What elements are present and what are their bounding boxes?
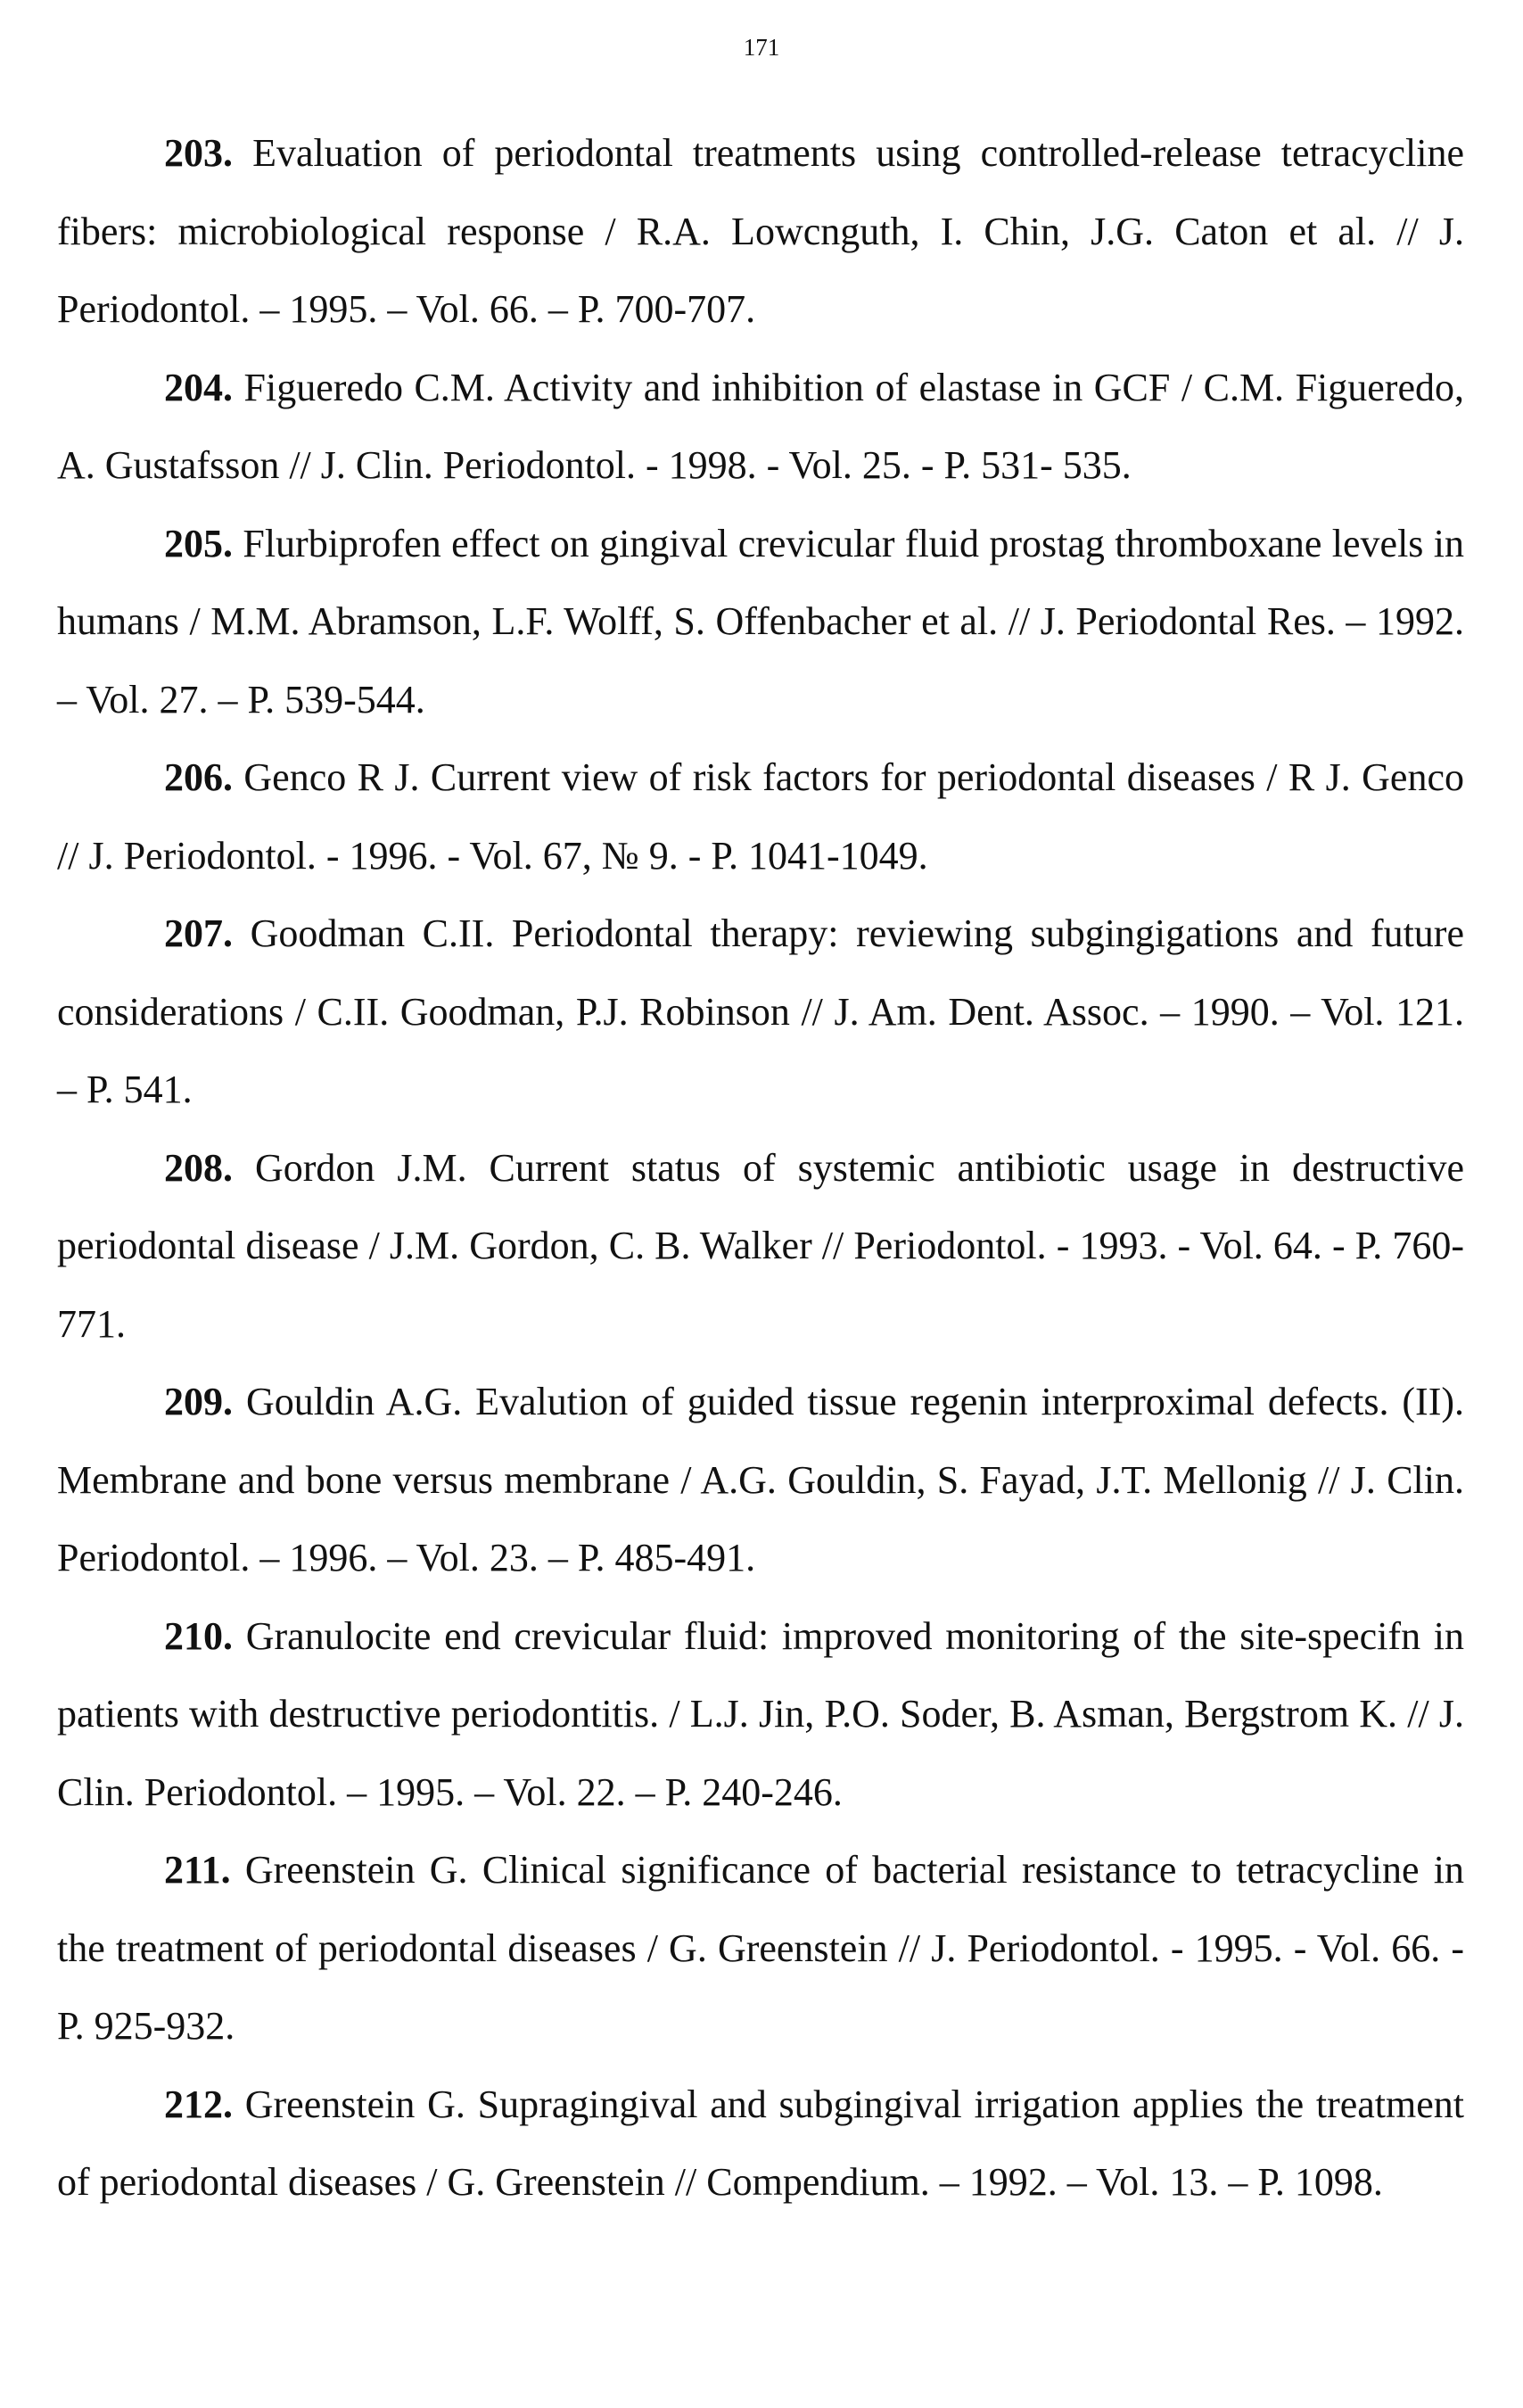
reference-text: Granulocite end crevicular fluid: improved monitoring of the site-specifn in patients with destructive periodontitis. / L.J. Jin, P.O. Soder, B. Asman, Bergstrom K. // J. Clin. Periodontol. – 1995. – Vol. 22. – P. 240-246.	[57, 1613, 1465, 1814]
reference-number: 211.	[164, 1848, 231, 1892]
reference-item-211	[57, 1831, 1464, 2066]
reference-number: 210.	[164, 1613, 233, 1658]
reference-number: 203.	[164, 131, 233, 175]
reference-text: Goodman C.II. Periodontal therapy: reviewing subgingigations and future considerations / C.II. Goodman, P.J. Robinson // J. Am. Dent. Assoc. – 1990. – Vol. 121. – P. 541.	[57, 911, 1464, 1111]
reference-number: 206.	[164, 755, 233, 799]
reference-item-208	[57, 1129, 1464, 1364]
reference-number: 205.	[164, 521, 233, 565]
reference-text: Gouldin A.G. Evalution of guided tissue regenin interproximal defects. (II). Membrane and bone versus membrane / A.G. Gouldin, S. Fayad, J.T. Mellonig // J. Clin. Periodontol. – 1996. – Vol. 23. – P. 485-491.	[57, 1380, 1464, 1579]
reference-item-204	[57, 349, 1464, 505]
reference-item-209	[57, 1363, 1464, 1597]
reference-item-206	[57, 738, 1464, 895]
reference-text: Flurbiprofen effect on gingival crevicular fluid prostag thromboxane levels in humans / M.M. Abramson, L.F. Wolff, S. Offenbacher et al. // J. Periodontal Res. – 1992. – Vol. 27. – P. 539-544.	[57, 521, 1465, 722]
reference-number: 204.	[164, 365, 233, 409]
page-number: 171	[743, 34, 780, 61]
reference-number: 209.	[164, 1380, 233, 1423]
reference-text: Greenstein G. Supragingival and subgingival irrigation applies the treatment of periodontal diseases / G. Greenstein // Compendium. – 1992. – Vol. 13. – P. 1098.	[57, 2082, 1464, 2204]
reference-text: Evaluation of periodontal treatments using controlled-release tetracycline fibers: microbiological response / R.A. Lowcnguth, I. Chin, J.G. Caton et al. // J. Periodontol. – 1995. – Vol. 66. – P. 700-707.	[57, 131, 1465, 331]
reference-number: 207.	[164, 911, 233, 955]
reference-number: 208.	[164, 1145, 233, 1190]
reference-text: Gordon J.M. Current status of systemic antibiotic usage in destructive periodontal disease / J.M. Gordon, C. B. Walker // Periodontol. - 1993. - Vol. 64. - P. 760-771.	[57, 1145, 1465, 1346]
reference-text: Greenstein G. Clinical significance of bacterial resistance to tetracycline in the treatment of periodontal diseases / G. Greenstein // J. Periodontol. - 1995. - Vol. 66. -P. 925-932.	[57, 1848, 1464, 2048]
reference-item-212	[57, 2066, 1464, 2222]
reference-text: Figueredo C.M. Activity and inhibition of elastase in GCF / C.M. Figueredo, A. Gustafsson // J. Clin. Periodontol. - 1998. - Vol. 25. - P. 531- 535.	[57, 365, 1464, 487]
reference-item-210	[57, 1597, 1464, 1832]
reference-text: Genco R J. Current view of risk factors for periodontal diseases / R J. Genco // J. Periodontol. - 1996. - Vol. 67, № 9. - P. 1041-1049.	[57, 755, 1464, 878]
reference-item-203	[57, 114, 1464, 349]
reference-item-205	[57, 505, 1464, 739]
reference-list	[57, 114, 1464, 2222]
reference-item-207	[57, 895, 1464, 1129]
reference-number: 212.	[164, 2082, 233, 2126]
